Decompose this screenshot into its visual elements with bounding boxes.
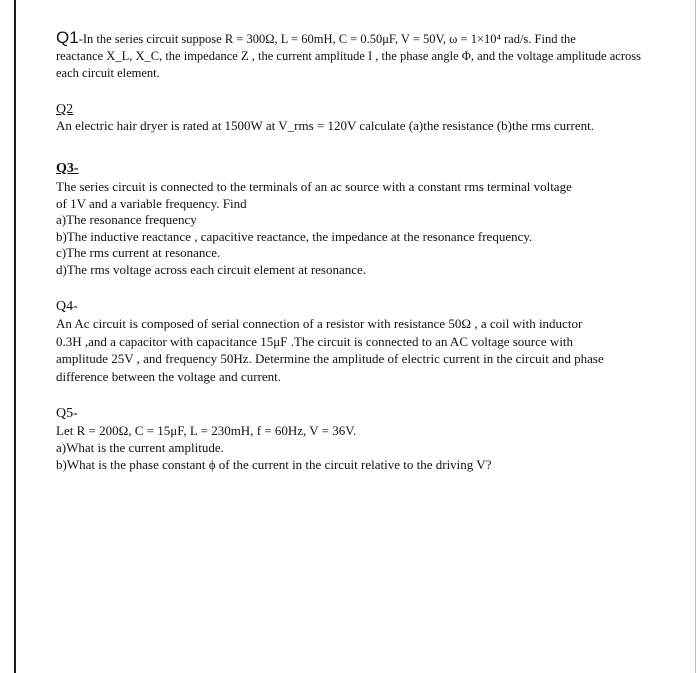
question-3-line: a)The resonance frequency bbox=[56, 212, 197, 227]
question-3-line: The series circuit is connected to the terminals of an ac source with a constant rms terminal voltage bbox=[56, 179, 572, 194]
document-page bbox=[14, 0, 698, 673]
question-5-line: Let R = 200Ω, C = 15μF, L = 230mH, f = 60Hz, V = 36V. bbox=[56, 423, 357, 438]
question-1-line-2: reactance X_L, X_C, the impedance Z , the current amplitude I , the phase angle Φ, and the voltage amplitude across bbox=[56, 49, 641, 63]
question-4-line: amplitude 25V , and frequency 50Hz. Determine the amplitude of electric current in the circuit and phase bbox=[56, 351, 604, 366]
question-2 bbox=[56, 102, 594, 134]
question-3-line: c)The rms current at resonance. bbox=[56, 245, 221, 260]
question-3-line: b)The inductive reactance , capacitive reactance, the impedance at the resonance frequency. bbox=[56, 228, 533, 244]
question-5-title: Q5- bbox=[56, 406, 78, 421]
question-4-line: 0.3H ,and a capacitor with capacitance 15μF .The circuit is connected to an AC voltage source with bbox=[56, 333, 574, 349]
question-2-line-1: An electric hair dryer is rated at 1500W at V_rms = 120V calculate (a)the resistance (b)the rms current. bbox=[56, 118, 594, 133]
question-4-line: An Ac circuit is composed of serial connection of a resistor with resistance 50Ω , a coil with inductor bbox=[56, 316, 583, 331]
question-3-line: d)The rms voltage across each circuit element at resonance. bbox=[56, 261, 367, 277]
question-3-title: Q3- bbox=[56, 161, 79, 176]
left-border bbox=[14, 0, 16, 673]
question-5-line: b)What is the phase constant ϕ of the current in the circuit relative to the driving V? bbox=[56, 457, 492, 472]
question-3 bbox=[56, 161, 572, 278]
question-1 bbox=[56, 30, 641, 80]
question-4-line: difference between the voltage and current. bbox=[56, 368, 281, 384]
question-4 bbox=[56, 299, 604, 385]
question-3-line: of 1V and a variable frequency. Find bbox=[56, 195, 247, 211]
question-5 bbox=[56, 406, 491, 473]
question-1-title: Q1 bbox=[56, 28, 79, 47]
question-5-line: a)What is the current amplitude. bbox=[56, 440, 224, 455]
question-2-title: Q2 bbox=[56, 102, 74, 117]
right-border bbox=[695, 0, 696, 673]
question-1-line-1: -In the series circuit suppose R = 300Ω, L = 60mH, C = 0.50μF, V = 50V, ω = 1×10⁴ rad/s. Find the bbox=[78, 32, 576, 46]
question-4-title: Q4- bbox=[56, 299, 78, 314]
question-1-line-3: each circuit element. bbox=[56, 66, 160, 80]
